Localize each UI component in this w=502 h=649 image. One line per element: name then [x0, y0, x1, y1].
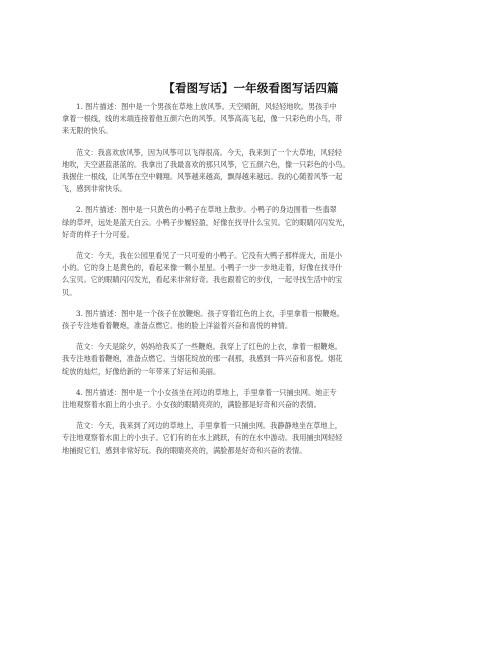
text-line: 注地观察着水面上的小虫子。小女孩的眼睛亮亮的，满脸都是好奇和兴奋的表情。 — [62, 400, 321, 410]
section-4-description — [62, 387, 446, 411]
text-line: 范文：今天，我在公园里看见了一只可爱的小鸭子。它没有大鸭子那样庞大，而是小 — [76, 251, 342, 261]
section-4-essay — [62, 420, 446, 457]
text-line: 2. 图片描述：图中是一只黄色的小鸭子在草地上散步。小鸭子的身边围着一些翡翠 — [76, 205, 337, 215]
text-line: 范文：今天是除夕，妈妈给我买了一些鞭炮。我穿上了红色的上衣，拿着一根鞭炮。 — [76, 342, 342, 352]
text-line: 我握住一根线，让风筝在空中翱翔。风筝越来越高，飘得越来越远。我的心随着风筝一起 — [62, 172, 343, 182]
text-line: 小的。它的身上是黄色的，看起来像一颗小星星。小鸭子一步一步地走着，好像在找寻什 — [62, 263, 343, 273]
text-line: 专注地观察着水面上的小虫子。它们有的在水上跳跃，有的在水中游动。我用捕虫网轻轻 — [62, 433, 343, 443]
text-line: 么宝贝。它的眼睛闪闪发光，看起来非常好奇。我也跟着它的步伐，一起寻找生活中的宝 — [62, 275, 343, 285]
section-2-essay — [62, 250, 446, 299]
text-line: 范文：我喜欢放风筝，因为风筝可以飞得很高。今天，我来到了一个大草地，风轻轻 — [76, 147, 342, 157]
text-line: 范文：今天，我来到了河边的草地上，手里拿着一只捕虫网。我静静地坐在草地上， — [76, 421, 342, 431]
text-line: 4. 图片描述：图中是一个小女孩坐在河边的草地上，手里拿着一只捕虫网。她正专 — [76, 387, 337, 397]
text-line: 1. 图片描述：图中是一个男孩在草地上放风筝。天空晴朗，风轻轻地吹。男孩手中 — [76, 102, 337, 111]
text-line: 3. 图片描述：图中是一个孩子在放鞭炮。孩子穿着红色的上衣，手里拿着一根鞭炮。 — [76, 308, 344, 318]
section-3-essay — [62, 341, 446, 378]
section-1-description — [62, 101, 446, 138]
text-line: 地捕捉它们，感到非常好玩。我的眼睛亮亮的，满脸都是好奇和兴奋的表情。 — [62, 445, 307, 455]
text-line: 绿的草坪，远处是蓝天白云。小鸭子步履轻盈，好像在找寻什么宝贝。它的眼睛闪闪发光， — [62, 217, 350, 227]
text-line: 地吹，天空湛蓝湛蓝的。我拿出了我最喜欢的那只风筝，它五颜六色，像一只彩色的小鸟。 — [62, 159, 350, 169]
section-3-description — [62, 308, 446, 332]
text-line: 飞，感到非常快乐。 — [62, 184, 127, 194]
document-title: 【看图写话】一年级看图写话四篇 — [163, 81, 339, 95]
text-line: 来无限的快乐。 — [62, 126, 113, 136]
text-line: 贝。 — [62, 287, 77, 297]
text-line: 绽放的灿烂，好像给新的一年带来了好运和美丽。 — [62, 366, 221, 376]
section-1-essay — [62, 147, 446, 196]
section-2-description — [62, 204, 446, 241]
text-line: 拿着一根线，线的末端连接着他五颜六色的风筝。风筝高高飞起，像一只彩色的小鸟，带 — [62, 114, 343, 124]
text-line: 好奇的样子十分可爱。 — [62, 229, 134, 239]
text-line: 我专注地看着鞭炮，准备点燃它。当烟花绽放的那一刹那，我感到一阵兴奋和喜悦。烟花 — [62, 354, 343, 364]
document-body — [62, 101, 446, 466]
text-line: 孩子专注地看着鞭炮，准备点燃它。他的脸上洋溢着兴奋和喜悦的神情。 — [62, 321, 293, 331]
